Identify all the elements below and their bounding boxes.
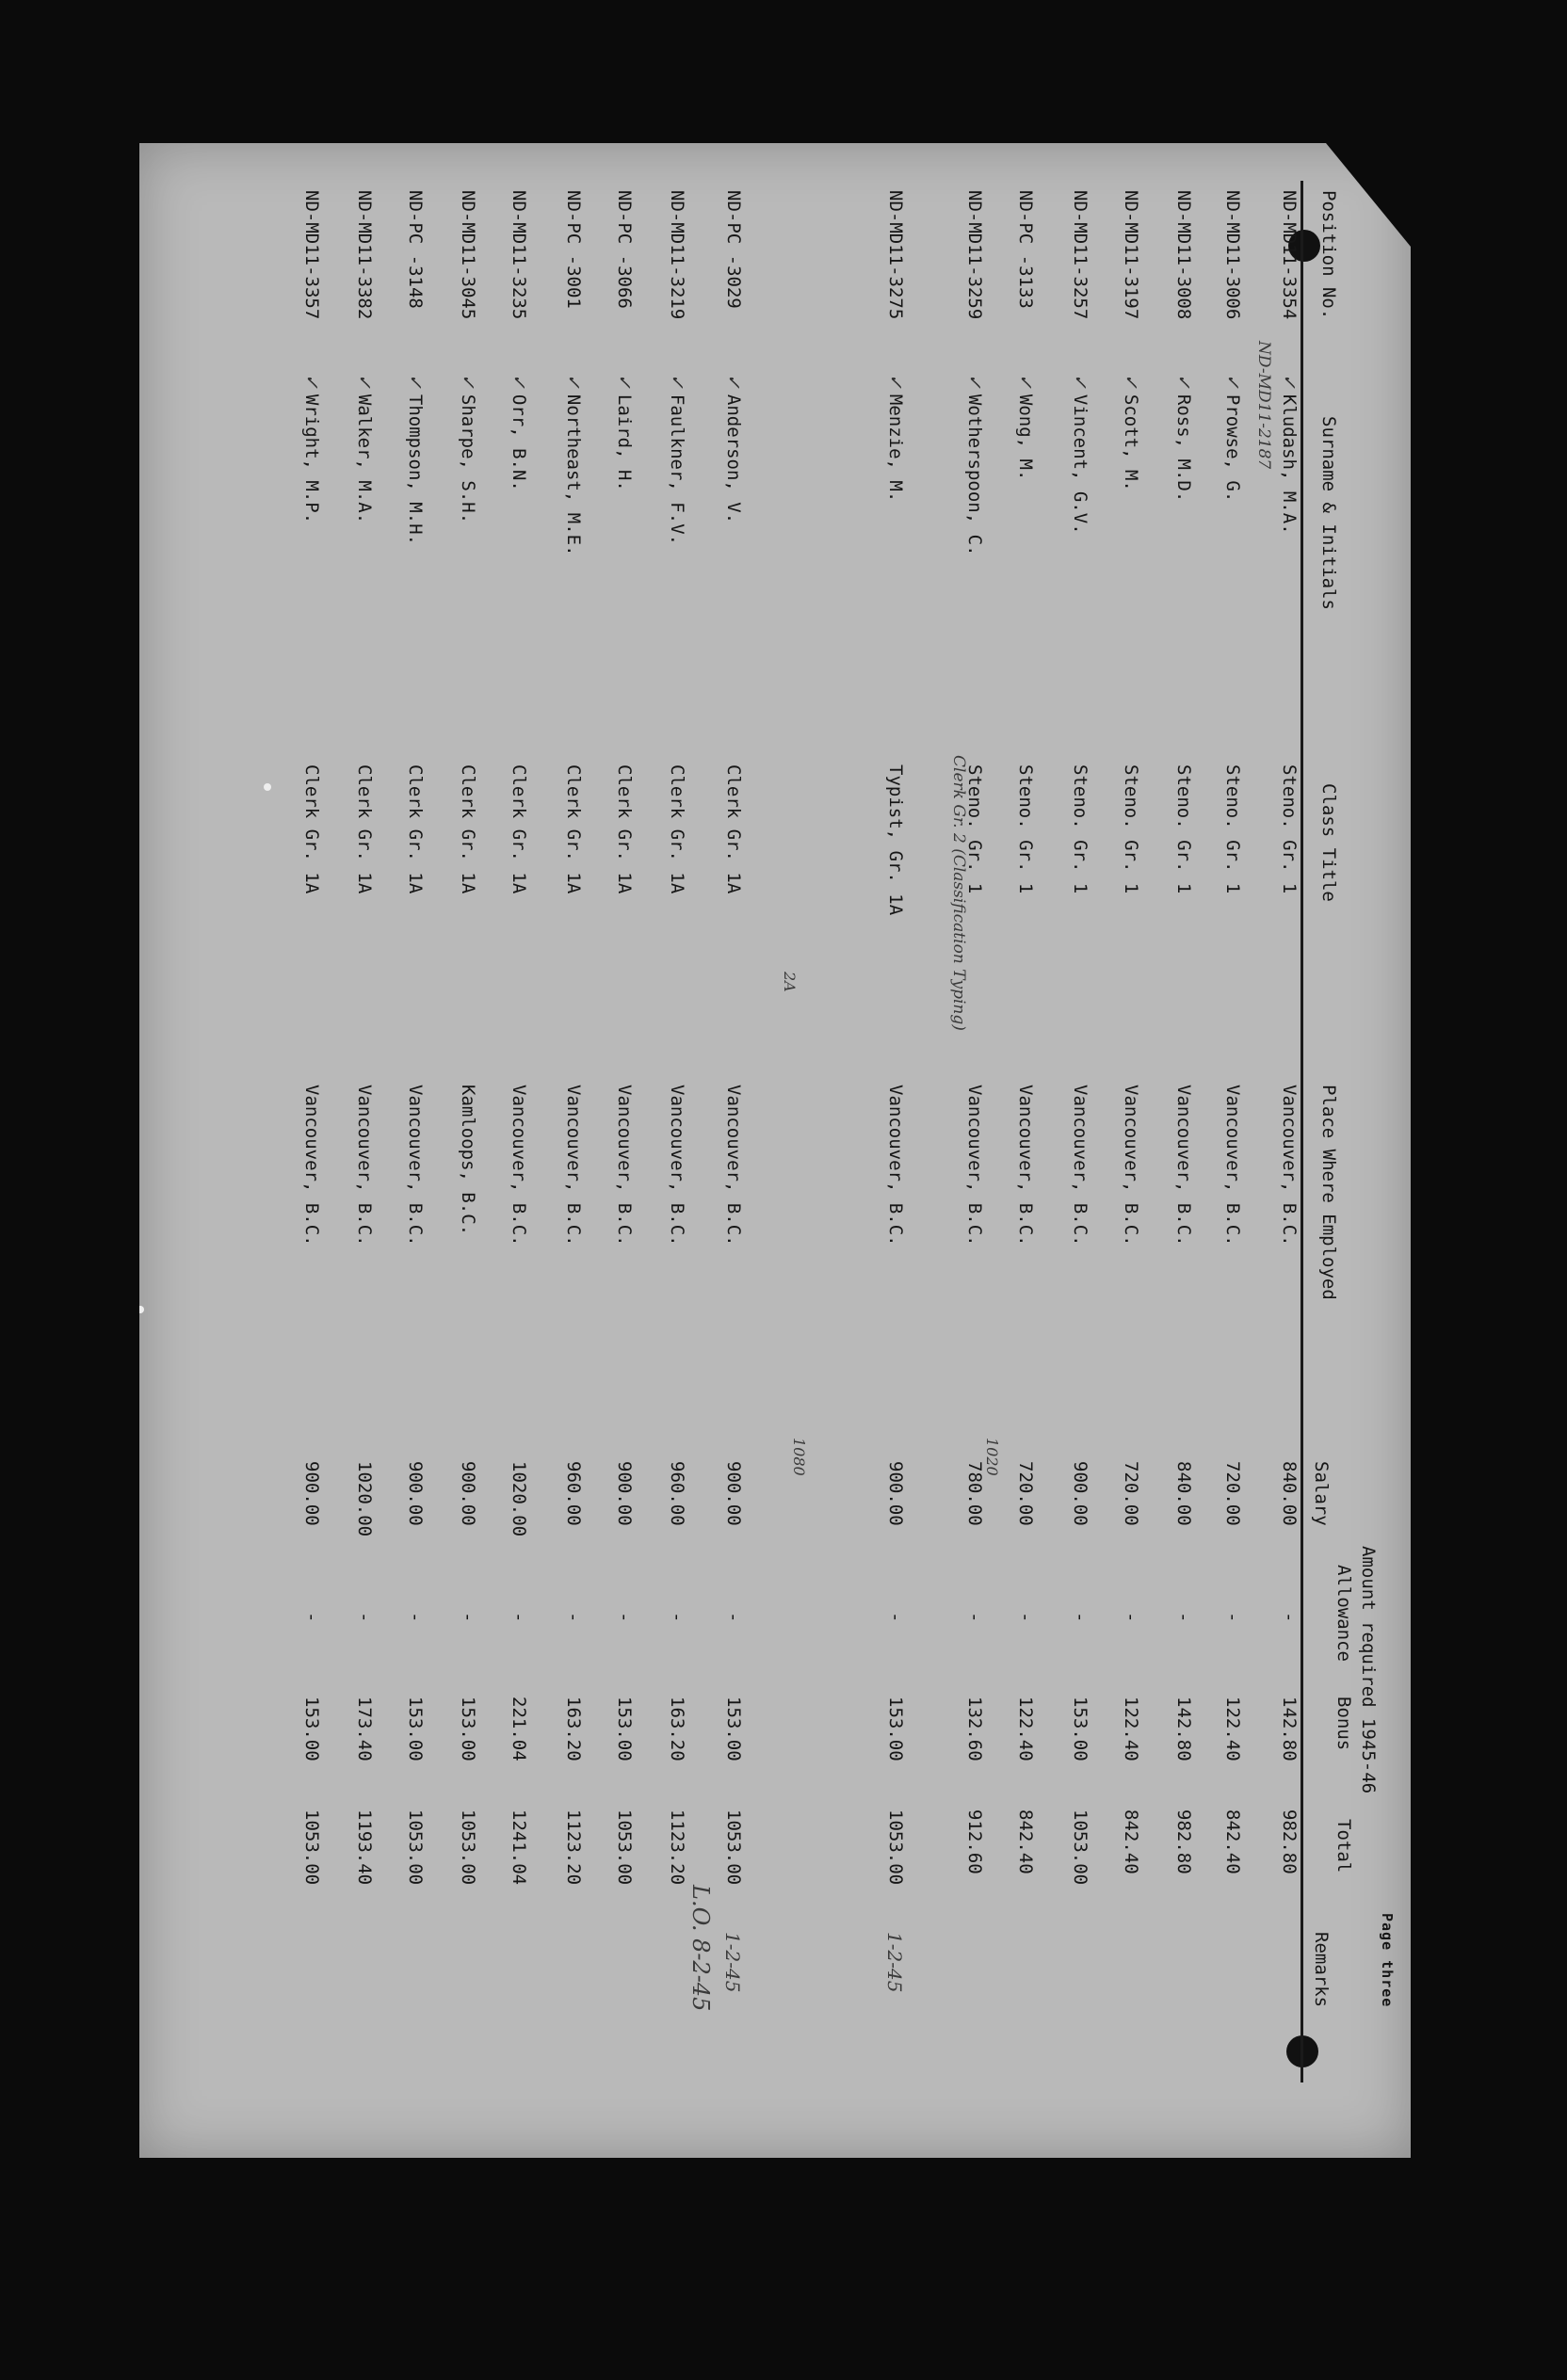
salary-cell: 720.00	[1015, 1461, 1036, 1526]
place-cell: Kamloops, B.C.	[458, 1085, 478, 1236]
header-salary: Salary	[1311, 1461, 1332, 1526]
position-no-cell: ND-PC -3133	[1015, 190, 1036, 309]
total-cell: 982.80	[1279, 1809, 1300, 1874]
allowance-cell: -	[458, 1612, 478, 1623]
surname-text: Faulkner, F.V.	[667, 394, 687, 546]
header-bonus: Bonus	[1333, 1697, 1354, 1751]
bonus-cell: 153.00	[405, 1697, 426, 1761]
class-title-cell: Steno. Gr. 1	[1279, 764, 1300, 894]
table-row	[1215, 181, 1243, 2082]
class-title-cell: Clerk Gr. 1A	[667, 764, 687, 894]
allowance-cell: -	[885, 1612, 906, 1623]
surname-text: Scott, M.	[1121, 394, 1141, 491]
class-title-cell: Clerk Gr. 1A	[509, 764, 529, 894]
total-cell: 1053.00	[301, 1809, 322, 1886]
checkmark-icon: ✓	[563, 374, 584, 389]
salary-cell: 840.00	[1279, 1461, 1300, 1526]
table-row	[957, 181, 985, 2082]
surname-cell	[563, 374, 584, 556]
class-title-cell: Steno. Gr. 1	[1222, 764, 1243, 894]
allowance-cell: -	[1279, 1612, 1300, 1623]
position-no-cell: ND-PC -3029	[723, 190, 744, 309]
salary-cell: 900.00	[405, 1461, 426, 1526]
allowance-cell: -	[563, 1612, 584, 1623]
header-allowance: Allowance	[1333, 1565, 1354, 1662]
allowance-cell: -	[354, 1612, 375, 1623]
position-no-cell: ND-MD11-3275	[885, 190, 906, 320]
position-no-cell: ND-PC -3001	[563, 190, 584, 309]
checkmark-icon: ✓	[509, 374, 529, 389]
bonus-cell: 153.00	[723, 1697, 744, 1761]
allowance-cell: -	[301, 1612, 322, 1623]
salary-cell: 840.00	[1173, 1461, 1194, 1526]
bonus-cell: 153.00	[301, 1697, 322, 1761]
surname-cell	[1015, 374, 1036, 480]
position-no-cell: ND-MD11-3382	[354, 190, 375, 320]
total-cell: 842.40	[1121, 1809, 1141, 1874]
allowance-cell: -	[667, 1612, 687, 1623]
place-cell: Vancouver, B.C.	[1222, 1085, 1243, 1246]
position-no-cell: ND-MD11-3045	[458, 190, 478, 320]
surname-cell	[964, 374, 985, 556]
position-no-cell: ND-MD11-3259	[964, 190, 985, 320]
place-cell: Vancouver, B.C.	[1173, 1085, 1194, 1246]
surname-text: Wright, M.P.	[301, 394, 322, 524]
surname-text: Sharpe, S.H.	[458, 394, 478, 524]
table-row	[501, 181, 529, 2082]
salary-cell: 1020.00	[509, 1461, 529, 1537]
surname-cell	[1222, 374, 1243, 502]
bonus-cell: 122.40	[1222, 1697, 1243, 1761]
table-row	[1166, 181, 1194, 2082]
allowance-cell: -	[1121, 1612, 1141, 1623]
position-no-cell: ND-MD11-3257	[1070, 190, 1090, 320]
total-cell: 1053.00	[723, 1809, 744, 1886]
place-cell: Vancouver, B.C.	[614, 1085, 635, 1246]
position-no-cell: ND-MD11-3357	[301, 190, 322, 320]
place-cell: Vancouver, B.C.	[1015, 1085, 1036, 1246]
remarks-cell: 1-2-45	[883, 1932, 906, 1993]
place-cell: Vancouver, B.C.	[1279, 1085, 1300, 1246]
checkmark-icon: ✓	[1070, 374, 1090, 389]
class-title-cell: Steno. Gr. 1	[1121, 764, 1141, 894]
salary-cell: 780.00	[964, 1461, 985, 1526]
checkmark-icon: ✓	[1222, 374, 1243, 389]
place-cell: Vancouver, B.C.	[354, 1085, 375, 1246]
handwritten-remarks-note: L.O. 8-2-45	[687, 1885, 714, 2012]
class-title-cell: Clerk Gr. 1A	[405, 764, 426, 894]
surname-cell	[301, 374, 322, 523]
allowance-cell: -	[509, 1612, 529, 1623]
scanned-page	[139, 143, 1411, 2158]
table-row	[1062, 181, 1090, 2082]
handwritten-class-note: Clerk Gr. 2 (Classification Typing)	[949, 755, 968, 1031]
allowance-cell: -	[1222, 1612, 1243, 1623]
position-no-cell: ND-PC -3148	[405, 190, 426, 309]
header-amount-required: Amount required 1945-46	[1358, 1546, 1379, 1794]
total-cell: 1193.40	[354, 1809, 375, 1886]
surname-cell	[458, 374, 478, 523]
checkmark-icon: ✓	[354, 374, 375, 389]
table-row	[294, 181, 322, 2082]
surname-text: Wotherspoon, C.	[964, 394, 985, 556]
surname-text: Ross, M.D.	[1173, 394, 1194, 503]
checkmark-icon: ✓	[964, 374, 985, 389]
table-row	[450, 181, 478, 2082]
header-place: Place Where Employed	[1318, 1085, 1339, 1300]
place-cell: Vancouver, B.C.	[1070, 1085, 1090, 1246]
class-title-cell: Steno. Gr. 1	[1015, 764, 1036, 894]
checkmark-icon: ✓	[667, 374, 687, 389]
place-cell: Vancouver, B.C.	[723, 1085, 744, 1246]
allowance-cell: -	[1070, 1612, 1090, 1623]
place-cell: Vancouver, B.C.	[667, 1085, 687, 1246]
place-cell: Vancouver, B.C.	[885, 1085, 906, 1246]
class-title-cell: Typist, Gr. 1A	[885, 764, 906, 916]
surname-text: Laird, H.	[614, 394, 635, 491]
total-cell: 1053.00	[405, 1809, 426, 1886]
surname-cell	[405, 374, 426, 545]
class-title-cell: Steno. Gr. 1	[964, 764, 985, 894]
surname-text: Prowse, G.	[1222, 394, 1243, 503]
bonus-cell: 221.04	[509, 1697, 529, 1761]
surname-cell	[885, 374, 906, 502]
table-header	[1300, 181, 1388, 2082]
header-total: Total	[1333, 1819, 1354, 1873]
class-title-cell: Clerk Gr. 1A	[458, 764, 478, 894]
surname-text: Wong, M.	[1015, 394, 1036, 481]
header-remarks: Remarks	[1311, 1932, 1332, 2008]
dust-speck	[264, 783, 271, 791]
place-cell: Vancouver, B.C.	[509, 1085, 529, 1246]
salary-cell: 900.00	[723, 1461, 744, 1526]
handwritten-salary-note: 1020	[983, 1438, 1001, 1476]
rotated-sheet	[139, 143, 1411, 2158]
allowance-cell: -	[405, 1612, 426, 1623]
total-cell: 1241.04	[509, 1809, 529, 1886]
header-class-title: Class Title	[1318, 783, 1339, 902]
class-title-cell: Clerk Gr. 1A	[354, 764, 375, 894]
surname-cell	[667, 374, 687, 545]
remarks-cell: 1-2-45	[721, 1932, 744, 1993]
surname-text: Anderson, V.	[723, 394, 744, 524]
position-no-cell: ND-MD11-3219	[667, 190, 687, 320]
checkmark-icon: ✓	[405, 374, 426, 389]
surname-text: Northeast, M.E.	[563, 394, 584, 556]
checkmark-icon: ✓	[1015, 374, 1036, 389]
surname-cell	[509, 374, 529, 491]
checkmark-icon: ✓	[1121, 374, 1141, 389]
bonus-cell: 153.00	[885, 1697, 906, 1761]
checkmark-icon: ✓	[301, 374, 322, 389]
salary-cell: 900.00	[301, 1461, 322, 1526]
position-no-cell: ND-MD11-3235	[509, 190, 529, 320]
page-label: Page three	[1379, 1913, 1396, 2008]
bonus-cell: 122.40	[1121, 1697, 1141, 1761]
surname-cell	[1070, 374, 1090, 535]
table-row	[1113, 181, 1141, 2082]
table-row	[397, 181, 426, 2082]
handwritten-position-note: ND-MD11-2187	[1254, 341, 1273, 470]
surname-text: Orr, B.N.	[509, 394, 529, 491]
surname-cell	[1121, 374, 1141, 491]
bonus-cell: 153.00	[458, 1697, 478, 1761]
salary-cell: 1020.00	[354, 1461, 375, 1537]
place-cell: Vancouver, B.C.	[301, 1085, 322, 1246]
place-cell: Vancouver, B.C.	[964, 1085, 985, 1246]
surname-cell	[1173, 374, 1194, 502]
checkmark-icon: ✓	[1279, 374, 1300, 389]
header-position: Position No.	[1318, 190, 1339, 320]
place-cell: Vancouver, B.C.	[1121, 1085, 1141, 1246]
salary-cell: 900.00	[1070, 1461, 1090, 1526]
position-no-cell: ND-MD11-3008	[1173, 190, 1194, 320]
total-cell: 912.60	[964, 1809, 985, 1874]
total-cell: 1053.00	[458, 1809, 478, 1886]
bonus-cell: 132.60	[964, 1697, 985, 1761]
total-cell: 1053.00	[885, 1809, 906, 1886]
bonus-cell: 163.20	[563, 1697, 584, 1761]
handwritten-salary-note: 1080	[790, 1438, 808, 1476]
table-row	[659, 181, 687, 2082]
surname-cell	[614, 374, 635, 491]
total-cell: 842.40	[1222, 1809, 1243, 1874]
position-no-cell: ND-PC -3066	[614, 190, 635, 309]
allowance-cell: -	[1173, 1612, 1194, 1623]
checkmark-icon: ✓	[458, 374, 478, 389]
table-row	[878, 181, 906, 2082]
allowance-cell: -	[614, 1612, 635, 1623]
surname-text: Vincent, G.V.	[1070, 394, 1090, 535]
allowance-cell: -	[964, 1612, 985, 1623]
salary-cell: 720.00	[1121, 1461, 1141, 1526]
table-row	[556, 181, 584, 2082]
handwritten-class-fix: 2A	[781, 972, 799, 992]
bonus-cell: 163.20	[667, 1697, 687, 1761]
class-title-cell: Steno. Gr. 1	[1173, 764, 1194, 894]
allowance-cell: -	[723, 1612, 744, 1623]
salary-cell: 960.00	[667, 1461, 687, 1526]
place-cell: Vancouver, B.C.	[563, 1085, 584, 1246]
total-cell: 1123.20	[667, 1809, 687, 1886]
class-title-cell: Clerk Gr. 1A	[614, 764, 635, 894]
bonus-cell: 142.80	[1279, 1697, 1300, 1761]
class-title-cell: Steno. Gr. 1	[1070, 764, 1090, 894]
table-row	[606, 181, 635, 2082]
surname-text: Thompson, M.H.	[405, 394, 426, 546]
class-title-cell: Clerk Gr. 1A	[301, 764, 322, 894]
bonus-cell: 173.40	[354, 1697, 375, 1761]
place-cell: Vancouver, B.C.	[405, 1085, 426, 1246]
bonus-cell: 122.40	[1015, 1697, 1036, 1761]
table-row	[1008, 181, 1036, 2082]
surname-text: Walker, M.A.	[354, 394, 375, 524]
total-cell: 1123.20	[563, 1809, 584, 1886]
salary-cell: 900.00	[458, 1461, 478, 1526]
checkmark-icon: ✓	[1173, 374, 1194, 389]
total-cell: 842.40	[1015, 1809, 1036, 1874]
table-row	[1271, 181, 1300, 2082]
surname-cell	[354, 374, 375, 523]
position-no-cell: ND-MD11-3006	[1222, 190, 1243, 320]
surname-text: Kludash, M.A.	[1279, 394, 1300, 535]
checkmark-icon: ✓	[614, 374, 635, 389]
checkmark-icon: ✓	[885, 374, 906, 389]
salary-cell: 960.00	[563, 1461, 584, 1526]
total-cell: 1053.00	[614, 1809, 635, 1886]
salary-cell: 720.00	[1222, 1461, 1243, 1526]
total-cell: 1053.00	[1070, 1809, 1090, 1886]
header-surname: Surname & Initials	[1318, 416, 1339, 610]
salary-cell: 900.00	[885, 1461, 906, 1526]
bonus-cell: 142.80	[1173, 1697, 1194, 1761]
table-row	[347, 181, 375, 2082]
surname-cell	[723, 374, 744, 523]
surname-cell	[1279, 374, 1300, 535]
surname-text: Menzie, M.	[885, 394, 906, 503]
checkmark-icon: ✓	[723, 374, 744, 389]
position-no-cell: ND-MD11-3354	[1279, 190, 1300, 320]
total-cell: 982.80	[1173, 1809, 1194, 1874]
dust-speck	[139, 1306, 144, 1313]
salary-cell: 900.00	[614, 1461, 635, 1526]
bonus-cell: 153.00	[614, 1697, 635, 1761]
allowance-cell: -	[1015, 1612, 1036, 1623]
position-no-cell: ND-MD11-3197	[1121, 190, 1141, 320]
bonus-cell: 153.00	[1070, 1697, 1090, 1761]
class-title-cell: Clerk Gr. 1A	[563, 764, 584, 894]
class-title-cell: Clerk Gr. 1A	[723, 764, 744, 894]
table-row	[716, 181, 744, 2082]
